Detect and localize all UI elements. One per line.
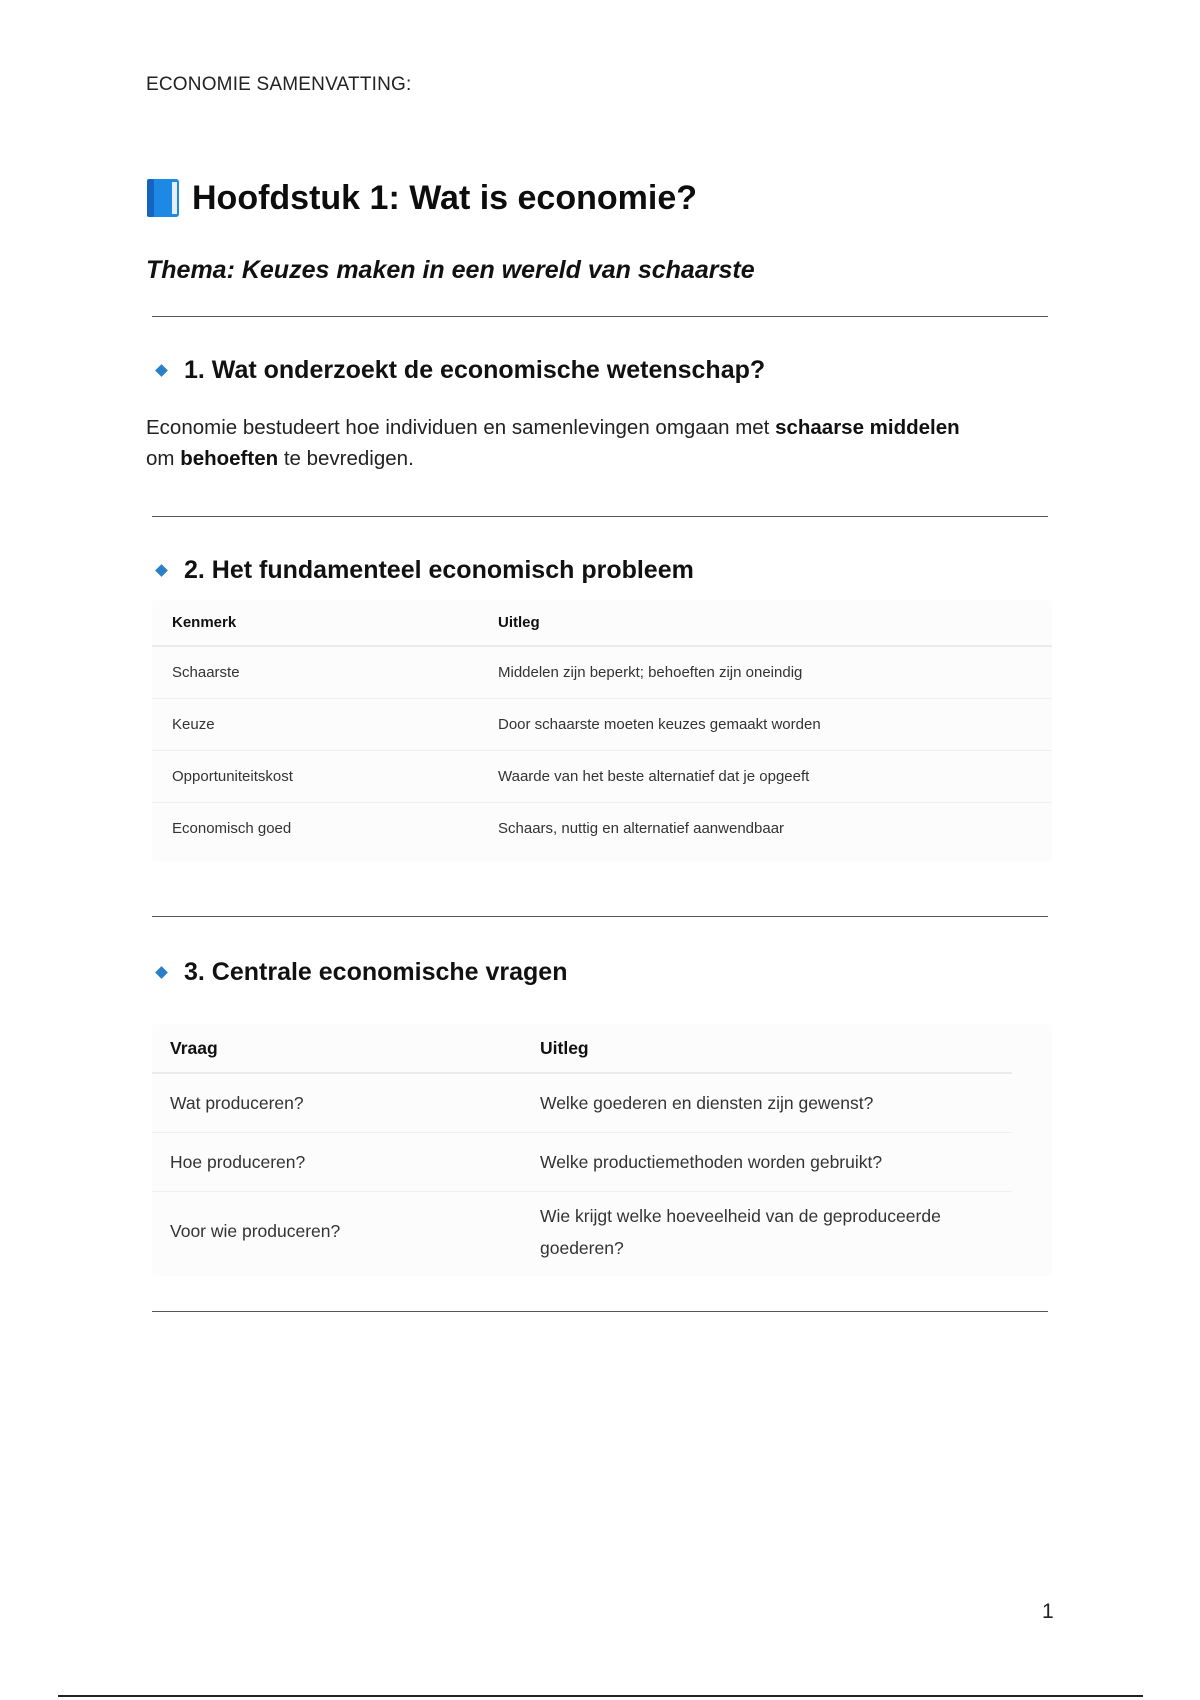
divider: [152, 516, 1048, 517]
table-row: [152, 1133, 1012, 1192]
table-cell: Door schaarste moeten keuzes gemaakt worden: [478, 699, 1052, 751]
divider: [152, 1311, 1048, 1312]
table-cell: Opportuniteitskost: [152, 751, 478, 803]
section-heading-1: [155, 356, 765, 385]
table-cell: Welke productiemethoden worden gebruikt?: [522, 1133, 1012, 1192]
column-header: Uitleg: [478, 600, 1052, 646]
table-cell: Schaars, nuttig en alternatief aanwendbaar: [498, 820, 785, 837]
table-cell: Waarde van het beste alternatief dat je opgeeft: [478, 751, 1052, 803]
table-row: [152, 1192, 1012, 1271]
section-heading-text: 3. Centrale economische vragen: [184, 958, 568, 986]
divider: [152, 316, 1048, 317]
diamond-bullet-icon: [155, 364, 168, 377]
table-cell: Welke goederen en diensten zijn gewenst?: [522, 1073, 1012, 1133]
table-cell: Middelen zijn beperkt; behoeften zijn oneindig: [478, 646, 1052, 699]
diamond-bullet-icon: [155, 966, 168, 979]
bold-term: schaarse middelen: [775, 416, 960, 439]
chapter-subtitle: Thema: Keuzes maken in een wereld van schaarste: [146, 256, 755, 284]
blue-book-icon: [146, 178, 180, 218]
table-row: [152, 803, 1052, 855]
divider: [152, 916, 1048, 917]
table-header-row: [152, 1024, 1012, 1073]
table-row: [152, 1073, 1012, 1133]
footer-rule: [58, 1695, 1143, 1697]
table-header-row: [152, 600, 1052, 646]
table-row: [152, 646, 1052, 699]
table-row: [152, 751, 1052, 803]
table-cell: Voor wie produceren?: [170, 1221, 341, 1241]
page-header: ECONOMIE SAMENVATTING:: [146, 74, 412, 95]
bold-term: behoeften: [180, 447, 279, 470]
chapter-title-text: Hoofdstuk 1: Wat is economie?: [192, 178, 698, 217]
table-cell: Schaarste: [152, 646, 478, 699]
table-cell: Hoe produceren?: [152, 1133, 522, 1192]
chapter-title: [146, 178, 697, 218]
column-header: Kenmerk: [152, 600, 478, 646]
column-header: Vraag: [152, 1024, 522, 1073]
table-cell: Economisch goed: [172, 820, 292, 837]
section-1-paragraph: [146, 412, 1046, 474]
kenmerk-table: [152, 600, 1052, 862]
section-heading-text: 1. Wat onderzoekt de economische wetenschap?: [184, 356, 766, 384]
paragraph-text: Economie bestudeert hoe individuen en samenlevingen omgaan met: [146, 416, 776, 439]
section-heading-3: [155, 958, 567, 987]
table-row: [152, 699, 1052, 751]
table-cell: Wie krijgt welke hoeveelheid van de geproduceerde goederen?: [540, 1206, 941, 1258]
diamond-bullet-icon: [155, 564, 168, 577]
section-heading-2: [155, 556, 694, 585]
paragraph-text: te bevredigen.: [278, 447, 414, 470]
table-cell: Keuze: [152, 699, 478, 751]
column-header: Uitleg: [522, 1024, 1012, 1073]
page-number: 1: [1042, 1600, 1054, 1623]
paragraph-text: om: [146, 447, 181, 470]
section-heading-text: 2. Het fundamenteel economisch probleem: [184, 556, 694, 584]
table-cell: Wat produceren?: [152, 1073, 522, 1133]
vraag-table: [152, 1024, 1052, 1276]
